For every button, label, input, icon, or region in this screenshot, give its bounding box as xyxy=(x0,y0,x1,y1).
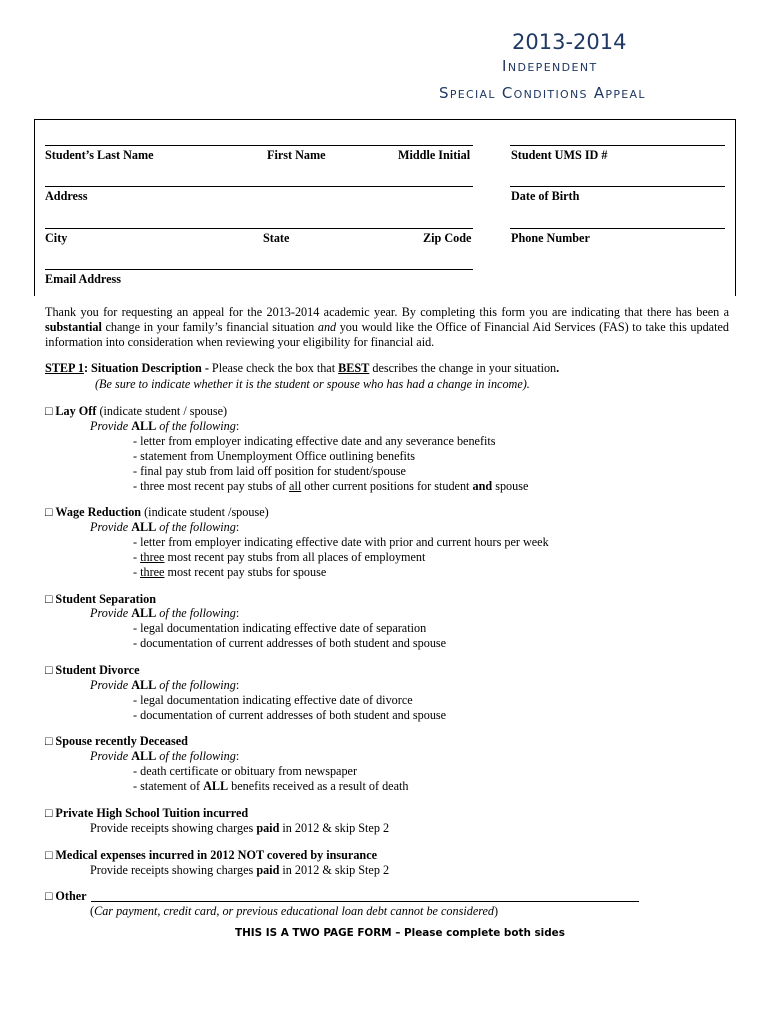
checkbox[interactable]: □ xyxy=(45,663,53,677)
list-item: - legal documentation indicating effective date of divorce xyxy=(133,693,413,707)
option-medical-expenses[interactable]: □ Medical expenses incurred in 2012 NOT covered by insurance xyxy=(45,848,378,862)
list-item: - three most recent pay stubs for spouse xyxy=(133,565,327,579)
email-line[interactable] xyxy=(45,269,473,270)
checkbox[interactable]: □ xyxy=(45,889,53,903)
list-item: - documentation of current addresses of both student and spouse xyxy=(133,636,447,650)
form-title-line1: Independent xyxy=(502,57,598,75)
address-line[interactable] xyxy=(45,186,473,187)
form-title-line2: Special Conditions Appeal xyxy=(439,84,646,102)
provide-all-text: Provide ALL of the following: xyxy=(90,520,240,534)
two-page-notice: THIS IS A TWO PAGE FORM – Please complete both sides xyxy=(235,927,565,939)
middle-initial-label: Middle Initial xyxy=(398,148,471,162)
intro-paragraph: Thank you for requesting an appeal for the 2013-2014 academic year. By completing this form you are indicating that there has been a substantial change in your family’s financial situation and you would like the Office of Financial Aid Services (FAS) to take this updated information into consideration when reviewing your eligibility for financial aid. xyxy=(45,305,729,350)
other-note: (Car payment, credit card, or previous educational loan debt cannot be considered) xyxy=(90,904,499,918)
list-item: - documentation of current addresses of both student and spouse xyxy=(133,708,447,722)
zip-label: Zip Code xyxy=(423,231,472,245)
checkbox[interactable]: □ xyxy=(45,848,53,862)
student-id-line[interactable] xyxy=(510,145,725,146)
option-layoff[interactable]: □ Lay Off (indicate student / spouse) xyxy=(45,404,228,418)
provide-all-text: Provide ALL of the following: xyxy=(90,678,240,692)
option-student-separation[interactable]: □ Student Separation xyxy=(45,592,156,606)
checkbox[interactable]: □ xyxy=(45,404,53,418)
list-item: - three most recent pay stubs from all places of employment xyxy=(133,550,426,564)
list-item: - letter from employer indicating effective date and any severance benefits xyxy=(133,434,496,448)
list-item: - three most recent pay stubs of all other current positions for student and spouse xyxy=(133,479,529,493)
dob-line[interactable] xyxy=(510,186,725,187)
option-student-divorce[interactable]: □ Student Divorce xyxy=(45,663,140,677)
step1-note: (Be sure to indicate whether it is the student or spouse who has had a change in income). xyxy=(95,377,530,391)
medical-instructions: Provide receipts showing charges paid in 2012 & skip Step 2 xyxy=(90,863,390,877)
first-name-label: First Name xyxy=(267,148,326,162)
checkbox[interactable]: □ xyxy=(45,592,53,606)
list-item: - statement of ALL benefits received as a result of death xyxy=(133,779,409,793)
state-label: State xyxy=(263,231,290,245)
form-year: 2013-2014 xyxy=(512,30,627,54)
list-item: - final pay stub from laid off position for student/spouse xyxy=(133,464,406,478)
student-id-label: Student UMS ID # xyxy=(511,148,608,162)
list-item: - death certificate or obituary from newspaper xyxy=(133,764,358,778)
provide-all-text: Provide ALL of the following: xyxy=(90,749,240,763)
provide-all-text: Provide ALL of the following: xyxy=(90,419,240,433)
option-other[interactable]: □ Other xyxy=(45,889,87,903)
option-private-high-school[interactable]: □ Private High School Tuition incurred xyxy=(45,806,249,820)
provide-all-text: Provide ALL of the following: xyxy=(90,606,240,620)
city-line[interactable] xyxy=(45,228,473,229)
name-line[interactable] xyxy=(45,145,473,146)
checkbox[interactable]: □ xyxy=(45,806,53,820)
list-item: - legal documentation indicating effective date of separation xyxy=(133,621,427,635)
checkbox[interactable]: □ xyxy=(45,734,53,748)
list-item: - letter from employer indicating effective date with prior and current hours per week xyxy=(133,535,549,549)
option-wage-reduction[interactable]: □ Wage Reduction (indicate student /spouse) xyxy=(45,505,269,519)
private-instructions: Provide receipts showing charges paid in 2012 & skip Step 2 xyxy=(90,821,390,835)
address-label: Address xyxy=(45,189,88,203)
dob-label: Date of Birth xyxy=(511,189,580,203)
city-label: City xyxy=(45,231,68,245)
checkbox[interactable]: □ xyxy=(45,505,53,519)
list-item: - statement from Unemployment Office outlining benefits xyxy=(133,449,416,463)
last-name-label: Student’s Last Name xyxy=(45,148,154,162)
phone-line[interactable] xyxy=(510,228,725,229)
email-label: Email Address xyxy=(45,272,121,286)
other-input-line[interactable] xyxy=(91,901,639,902)
option-spouse-deceased[interactable]: □ Spouse recently Deceased xyxy=(45,734,188,748)
step1-heading: STEP 1: Situation Description - Please check the box that BEST describes the change in your situation. xyxy=(45,361,560,375)
phone-label: Phone Number xyxy=(511,231,590,245)
